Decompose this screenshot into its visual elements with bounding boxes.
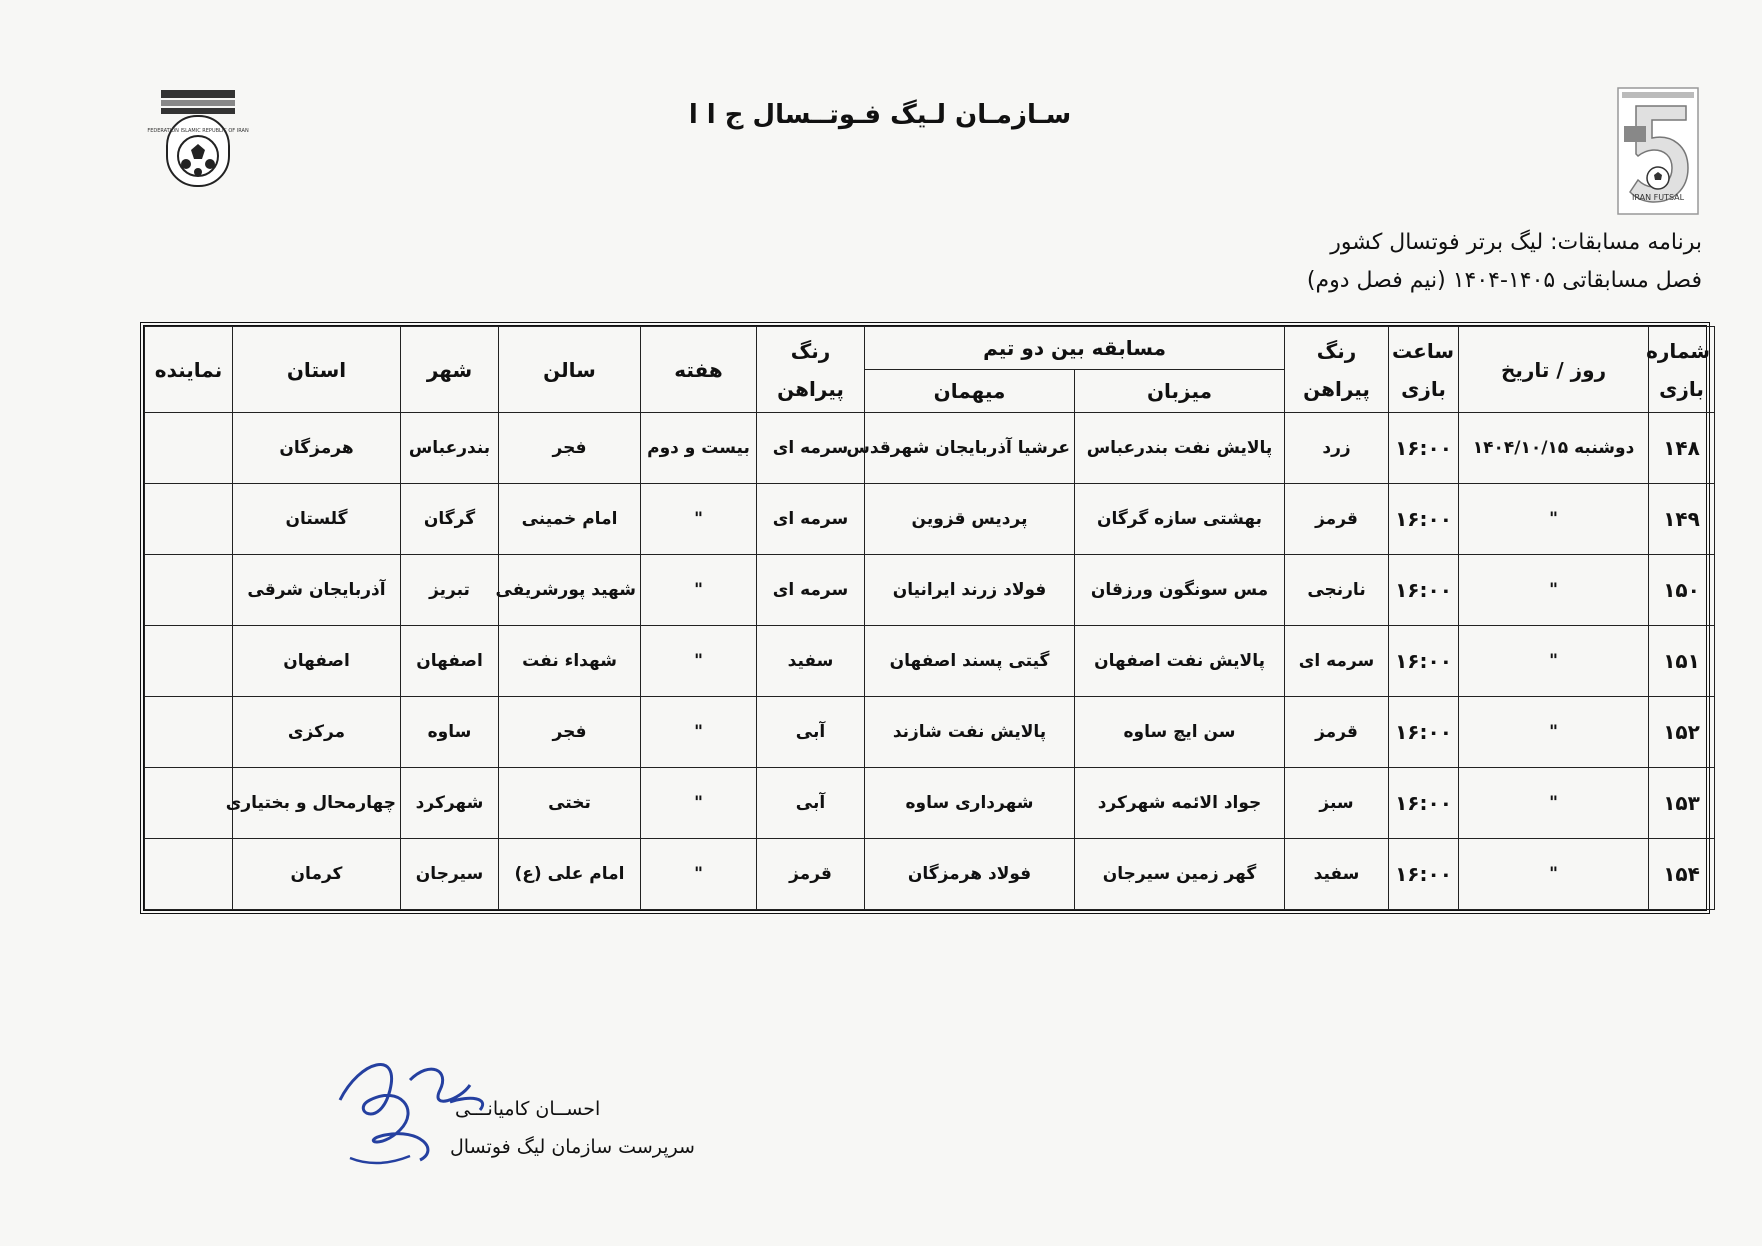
match-no-cell: ۱۵۴ — [1649, 839, 1715, 910]
guest-team-cell: شهرداری ساوه — [865, 768, 1075, 839]
hall-cell: شهداء نفت — [499, 626, 641, 697]
week-cell: " — [641, 484, 757, 555]
header-match-no: شماره بازی — [1649, 327, 1715, 413]
time-cell: ۱۶:۰۰ — [1389, 626, 1459, 697]
province-cell: چهارمحال و بختیاری — [233, 768, 401, 839]
time-cell: ۱۶:۰۰ — [1389, 697, 1459, 768]
time-cell: ۱۶:۰۰ — [1389, 555, 1459, 626]
guest-color-cell: سرمه ای — [757, 555, 865, 626]
week-cell: " — [641, 555, 757, 626]
page-title: سـازمـان لـیگ فـوتــسال ج ا ا — [688, 100, 1072, 130]
time-cell: ۱۶:۰۰ — [1389, 768, 1459, 839]
representative-cell — [145, 768, 233, 839]
guest-color-cell: آبی — [757, 697, 865, 768]
host-team-cell: پالایش نفت بندرعباس — [1075, 413, 1285, 484]
match-no-cell: ۱۵۱ — [1649, 626, 1715, 697]
hall-cell: تختی — [499, 768, 641, 839]
hall-cell: امام خمینی — [499, 484, 641, 555]
host-color-cell: سفید — [1285, 839, 1389, 910]
city-cell: اصفهان — [401, 626, 499, 697]
table-row — [145, 697, 1715, 768]
city-cell: تبریز — [401, 555, 499, 626]
schedule-table — [144, 326, 1715, 910]
date-cell: " — [1459, 555, 1649, 626]
host-color-cell: قرمز — [1285, 484, 1389, 555]
province-cell: اصفهان — [233, 626, 401, 697]
city-cell: ساوه — [401, 697, 499, 768]
host-color-cell: قرمز — [1285, 697, 1389, 768]
header-hall: سالن — [499, 327, 641, 413]
guest-team-cell: پالایش نفت شازند — [865, 697, 1075, 768]
hall-cell: شهید پورشریفی — [499, 555, 641, 626]
table-row — [145, 839, 1715, 910]
city-cell: بندرعباس — [401, 413, 499, 484]
guest-team-cell: فولاد زرند ایرانیان — [865, 555, 1075, 626]
federation-logo-icon — [147, 88, 249, 200]
header-host: میزبان — [1075, 370, 1285, 413]
representative-cell — [145, 413, 233, 484]
week-cell: " — [641, 768, 757, 839]
representative-cell — [145, 484, 233, 555]
representative-cell — [145, 839, 233, 910]
representative-cell — [145, 697, 233, 768]
competition-label: برنامه مسابقات: لیگ برتر فوتسال کشور — [1330, 230, 1702, 255]
schedule-table-frame — [140, 322, 1710, 914]
header-province: استان — [233, 327, 401, 413]
guest-color-cell: سرمه ای — [757, 413, 865, 484]
host-team-cell: بهشتی سازه گرگان — [1075, 484, 1285, 555]
host-team-cell: پالایش نفت اصفهان — [1075, 626, 1285, 697]
table-row — [145, 484, 1715, 555]
header-match-group: مسابقه بین دو تیم — [865, 327, 1285, 370]
host-color-cell: سبز — [1285, 768, 1389, 839]
match-no-cell: ۱۵۳ — [1649, 768, 1715, 839]
signatory-name: احســان کامیانـــی — [455, 1098, 601, 1120]
svg-text:FEDERATION ISLAMIC REPUBLIC OF: FEDERATION ISLAMIC REPUBLIC OF IRAN — [147, 128, 249, 134]
host-color-cell: نارنجی — [1285, 555, 1389, 626]
header-date: روز / تاریخ — [1459, 327, 1649, 413]
table-row — [145, 555, 1715, 626]
week-cell: " — [641, 839, 757, 910]
table-row — [145, 413, 1715, 484]
guest-team-cell: عرشیا آذربایجان شهرقدس — [865, 413, 1075, 484]
province-cell: هرمزگان — [233, 413, 401, 484]
hall-cell: فجر — [499, 413, 641, 484]
match-no-cell: ۱۴۹ — [1649, 484, 1715, 555]
date-cell: " — [1459, 839, 1649, 910]
time-cell: ۱۶:۰۰ — [1389, 839, 1459, 910]
guest-color-cell: قرمز — [757, 839, 865, 910]
date-cell: " — [1459, 626, 1649, 697]
guest-team-cell: گیتی پسند اصفهان — [865, 626, 1075, 697]
match-no-cell: ۱۵۲ — [1649, 697, 1715, 768]
week-cell: " — [641, 626, 757, 697]
time-cell: ۱۶:۰۰ — [1389, 413, 1459, 484]
table-row — [145, 768, 1715, 839]
header-host-color: رنگ پیراهن — [1285, 327, 1389, 413]
header-time: ساعت بازی — [1389, 327, 1459, 413]
host-color-cell: سرمه ای — [1285, 626, 1389, 697]
province-cell: آذربایجان شرقی — [233, 555, 401, 626]
match-no-cell: ۱۵۰ — [1649, 555, 1715, 626]
representative-cell — [145, 626, 233, 697]
city-cell: شهرکرد — [401, 768, 499, 839]
guest-color-cell: سفید — [757, 626, 865, 697]
time-cell: ۱۶:۰۰ — [1389, 484, 1459, 555]
host-team-cell: جواد الائمه شهرکرد — [1075, 768, 1285, 839]
header-guest-color: رنگ پیراهن — [757, 327, 865, 413]
date-cell: دوشنبه ۱۴۰۴/۱۰/۱۵ — [1459, 413, 1649, 484]
guest-color-cell: سرمه ای — [757, 484, 865, 555]
host-team-cell: مس سونگون ورزقان — [1075, 555, 1285, 626]
representative-cell — [145, 555, 233, 626]
date-cell: " — [1459, 697, 1649, 768]
header-city: شهر — [401, 327, 499, 413]
futsal-league-logo-icon — [1616, 86, 1700, 216]
province-cell: گلستان — [233, 484, 401, 555]
city-cell: گرگان — [401, 484, 499, 555]
city-cell: سیرجان — [401, 839, 499, 910]
table-row — [145, 626, 1715, 697]
host-team-cell: گهر زمین سیرجان — [1075, 839, 1285, 910]
season-label: فصل مسابقاتی ۱۴۰۵-۱۴۰۴ (نیم فصل دوم) — [1306, 268, 1702, 293]
guest-team-cell: پردیس قزوین — [865, 484, 1075, 555]
host-team-cell: سن ایچ ساوه — [1075, 697, 1285, 768]
week-cell: " — [641, 697, 757, 768]
host-color-cell: زرد — [1285, 413, 1389, 484]
province-cell: کرمان — [233, 839, 401, 910]
guest-team-cell: فولاد هرمزگان — [865, 839, 1075, 910]
hall-cell: فجر — [499, 697, 641, 768]
header-week: هفته — [641, 327, 757, 413]
week-cell: بیست و دوم — [641, 413, 757, 484]
header-representative: نماینده — [145, 327, 233, 413]
svg-text:IRAN FUTSAL: IRAN FUTSAL — [1632, 193, 1685, 202]
header-guest: میهمان — [865, 370, 1075, 413]
date-cell: " — [1459, 484, 1649, 555]
hall-cell: امام علی (ع) — [499, 839, 641, 910]
guest-color-cell: آبی — [757, 768, 865, 839]
match-no-cell: ۱۴۸ — [1649, 413, 1715, 484]
province-cell: مرکزی — [233, 697, 401, 768]
date-cell: " — [1459, 768, 1649, 839]
signatory-title: سرپرست سازمان لیگ فوتسال — [450, 1136, 695, 1158]
